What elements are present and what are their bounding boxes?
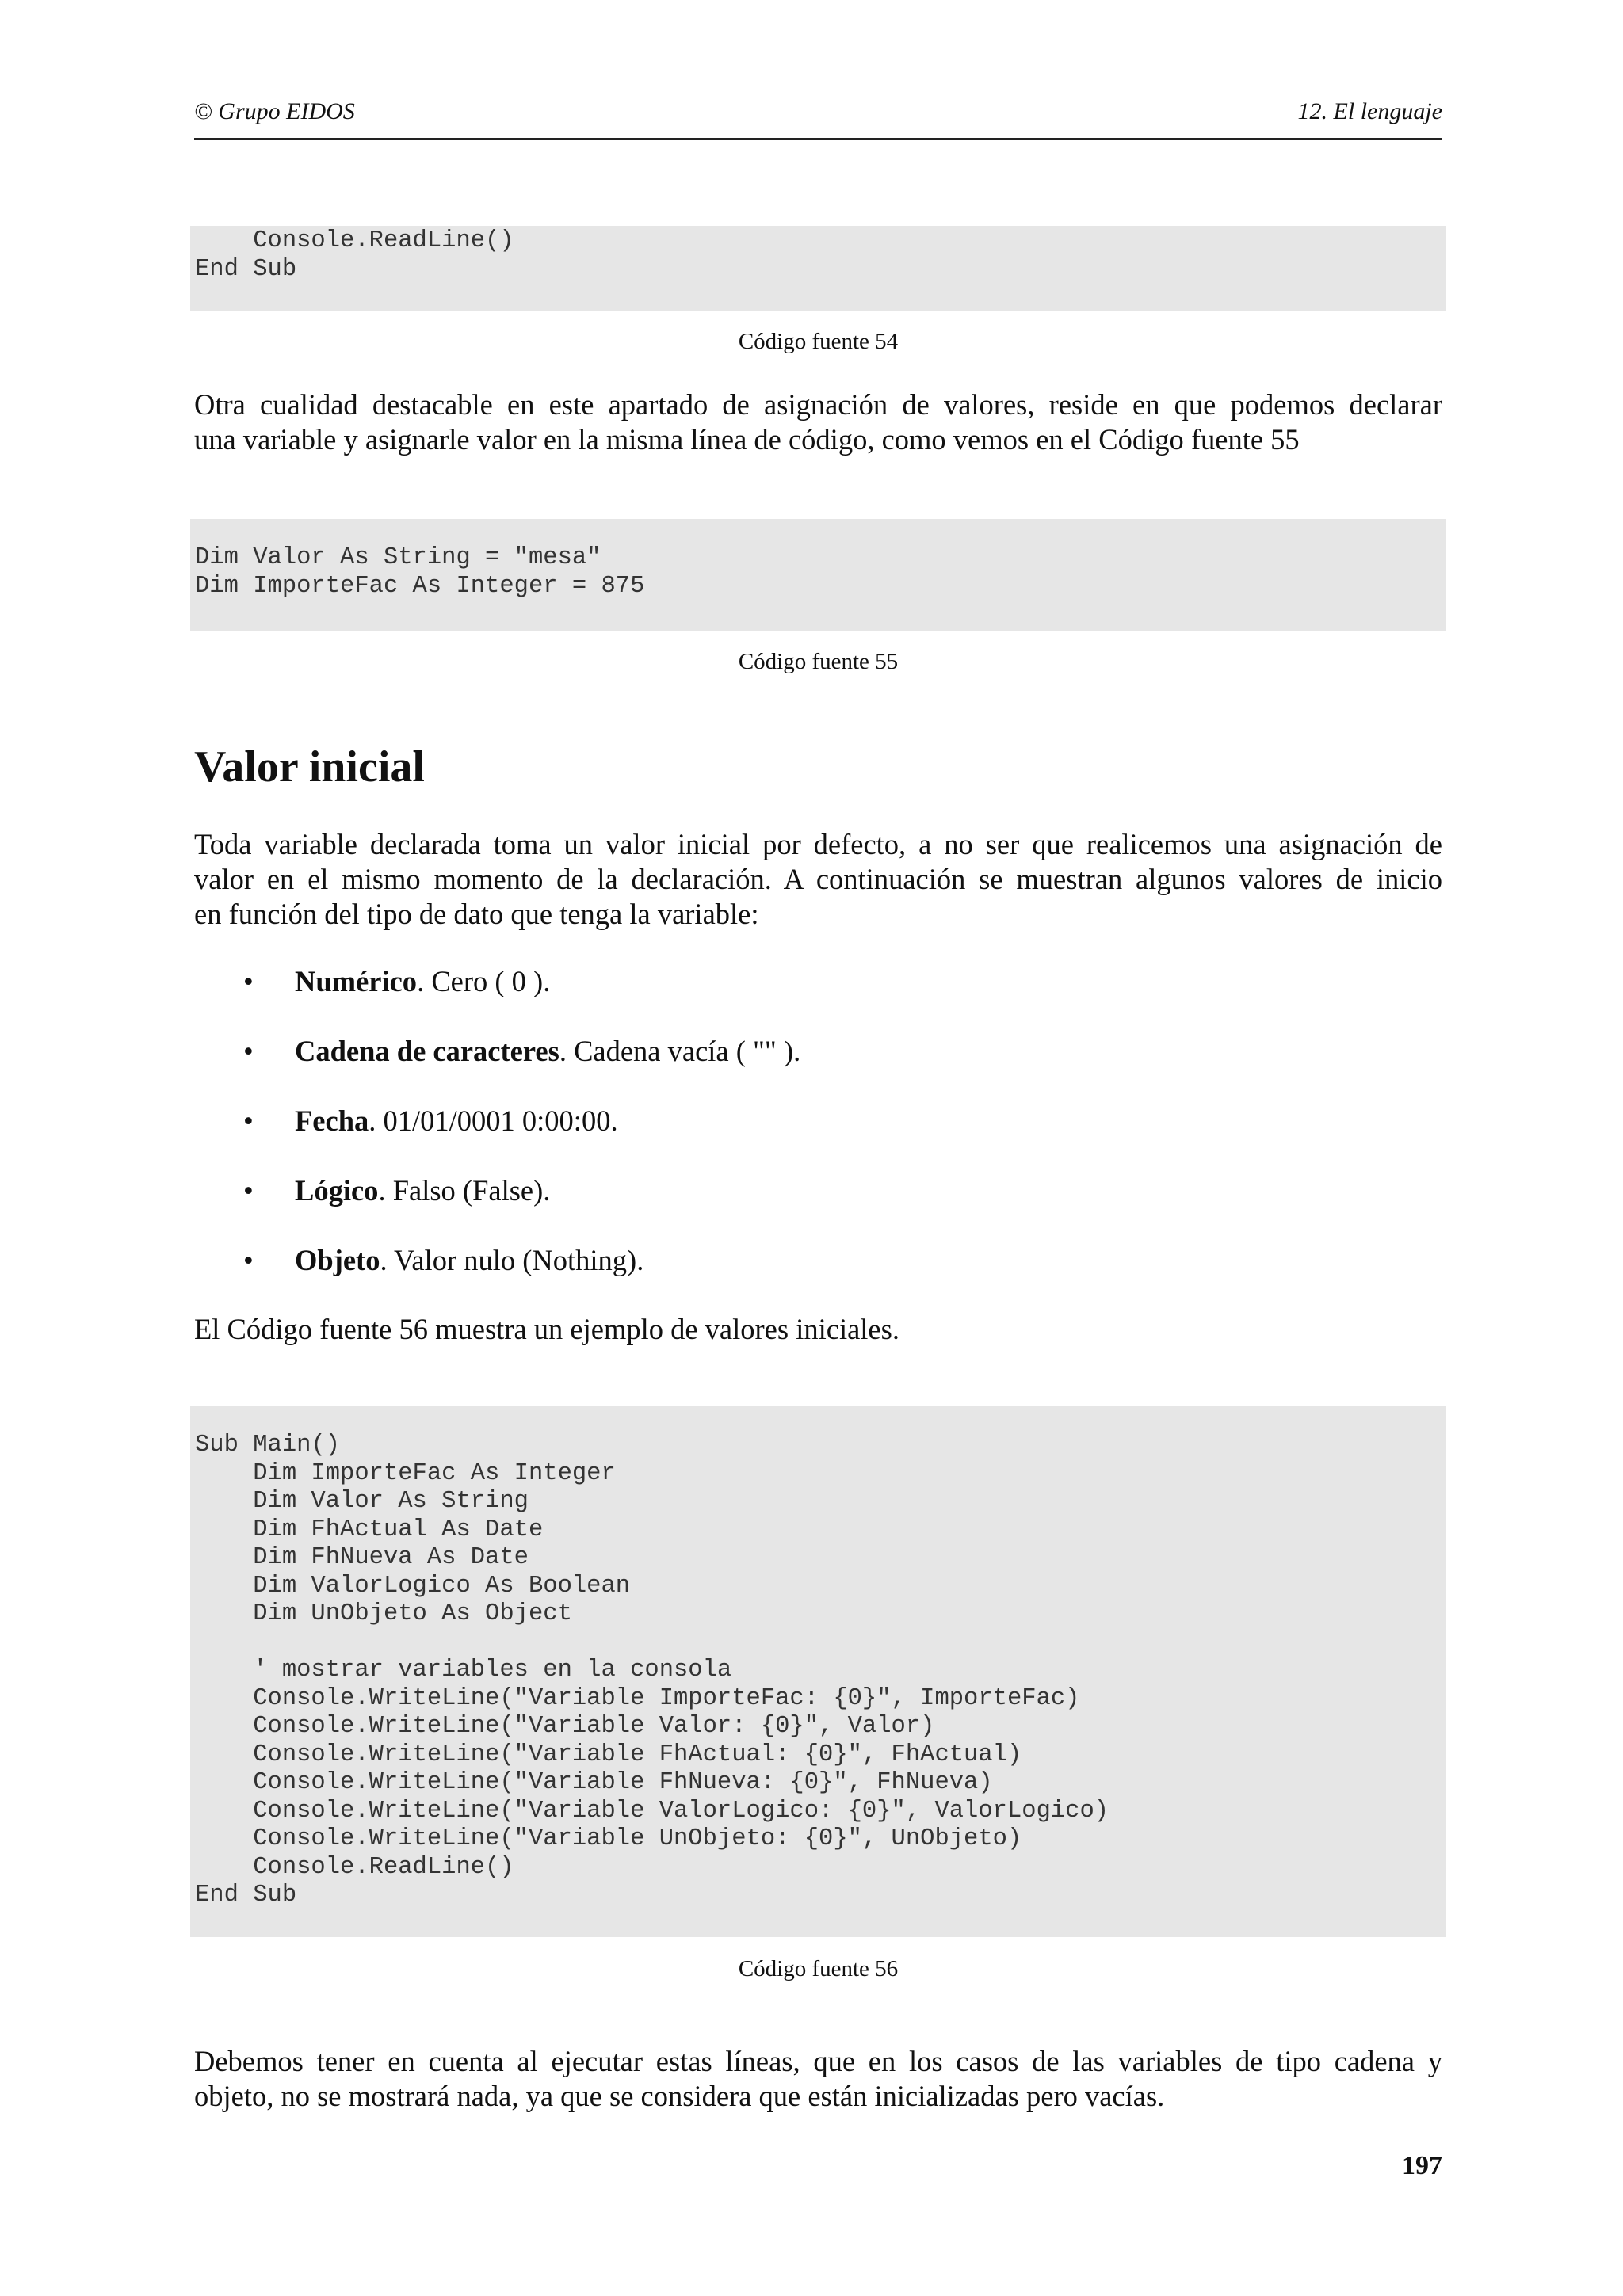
list-item-term: Numérico: [295, 965, 418, 997]
paragraph-line: Otra cualidad destacable en este apartado de asignación de valores, reside en que podemos declarar: [194, 388, 1442, 421]
code-block-54: [190, 226, 1446, 311]
code-block-56: [190, 1406, 1446, 1937]
header-rule: [194, 138, 1442, 140]
list-item-desc: . Valor nulo (Nothing).: [380, 1244, 644, 1276]
code-caption-56: Código fuente 56: [738, 1956, 899, 1981]
list-item-desc: . Falso (False).: [378, 1174, 551, 1207]
paragraph-line: Debemos tener en cuenta al ejecutar estas líneas, que en los casos de las variables de tipo cadena y: [194, 2045, 1442, 2077]
paragraph-line: una variable y asignarle valor en la misma línea de código, como vemos en el Código fuente 55: [194, 423, 1300, 456]
paragraph-initial-value: [194, 827, 1442, 932]
bullet-icon: •: [243, 1104, 254, 1137]
code-text-56: Sub Main() Dim ImporteFac As Integer Dim Valor As String Dim FhActual As Date Dim FhNueva As Date Dim ValorLogico As Boolean Dim UnObjeto As Object ' mostrar variables en la consola Console.WriteLine("Variable ImporteFac: {0}", ImporteFac) Console.WriteLine("Variable Valor: {0}", Valor) Console.WriteLine("Variable FhActual: {0}", FhActual) Console.WriteLine("Variable FhNueva: {0}", FhNueva) Console.WriteLine("Variable ValorLogico: {0}", ValorLogico) Console.WriteLine("Variable UnObjeto: {0}", UnObjeto) Console.ReadLine() End Sub: [195, 1432, 1109, 1909]
list-item-desc: . Cadena vacía ( "" ).: [559, 1035, 801, 1067]
list-item-term: Fecha: [295, 1104, 369, 1137]
paragraph-line: en función del tipo de dato que tenga la variable:: [194, 898, 759, 930]
page-number: 197: [1402, 2151, 1442, 2180]
code-caption-55: Código fuente 55: [738, 649, 899, 674]
code-text-54: Console.ReadLine() End Sub: [195, 227, 514, 283]
paragraph-line: objeto, no se mostrará nada, ya que se considera que están inicializadas pero vacías.: [194, 2080, 1165, 2112]
bullet-icon: •: [243, 1035, 254, 1067]
paragraph-assignment: [194, 387, 1442, 457]
paragraph-line: valor en el mismo momento de la declaración. A continuación se muestran algunos valores de inicio: [194, 863, 1442, 895]
list-item-term: Objeto: [295, 1244, 380, 1276]
code-caption-54: Código fuente 54: [738, 329, 899, 354]
paragraph-line: El Código fuente 56 muestra un ejemplo de valores iniciales.: [194, 1313, 899, 1345]
section-title: Valor inicial: [194, 742, 425, 791]
header-publisher: © Grupo EIDOS: [194, 98, 355, 124]
list-item-term: Lógico: [295, 1174, 379, 1207]
bullet-icon: •: [243, 965, 254, 997]
paragraph-conclusion: [194, 2044, 1442, 2114]
header-chapter: 12. El lenguaje: [1297, 98, 1442, 124]
code-block-55: [190, 519, 1446, 631]
bullet-icon: •: [243, 1174, 254, 1207]
paragraph-example-intro: [194, 1312, 1442, 1347]
bullet-icon: •: [243, 1244, 254, 1276]
code-text-55: Dim Valor As String = "mesa" Dim ImporteFac As Integer = 875: [195, 544, 645, 600]
list-item-term: Cadena de caracteres: [295, 1035, 559, 1067]
list-item-desc: . 01/01/0001 0:00:00.: [369, 1104, 618, 1137]
list-item-desc: . Cero ( 0 ).: [417, 965, 551, 997]
paragraph-line: Toda variable declarada toma un valor inicial por defecto, a no ser que realicemos una asignación de: [194, 828, 1442, 860]
